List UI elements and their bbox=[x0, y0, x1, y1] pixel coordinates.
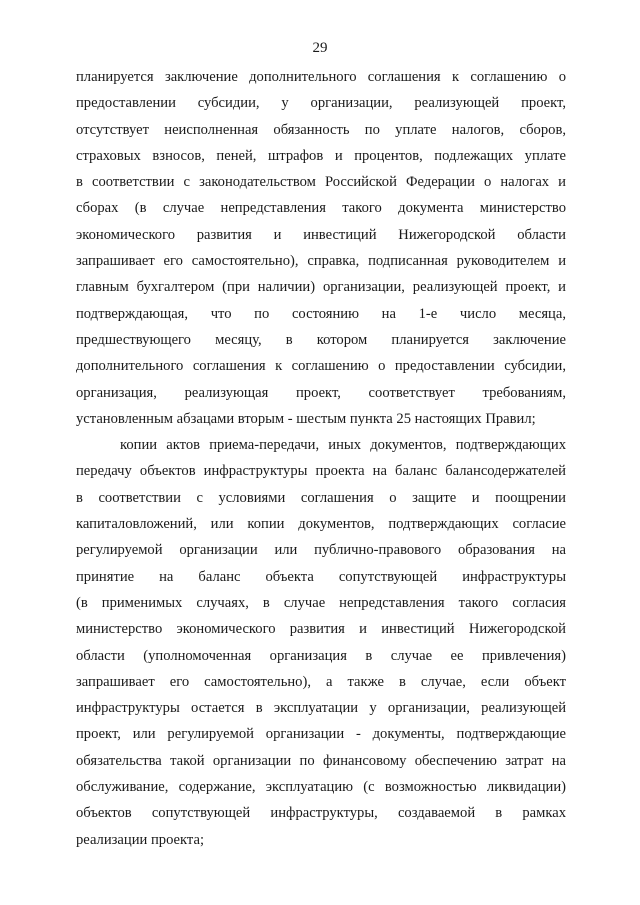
text-line: (в применимых случаях, в случае непредставления такого согласия bbox=[76, 594, 566, 611]
text-line: запрашивает его самостоятельно), справка, подписанная руководителем и bbox=[76, 253, 566, 270]
text-line: инфраструктуры остается в эксплуатации у организации, реализующей bbox=[76, 700, 566, 717]
text-line: предоставлении субсидии, у организации, реализующей проект, bbox=[76, 95, 566, 112]
text-line: экономического развития и инвестиций Нижегородской области bbox=[76, 226, 566, 243]
text-line: капиталовложений, или копии документов, подтверждающих согласие bbox=[76, 516, 566, 533]
text-line: страховых взносов, пеней, штрафов и процентов, подлежащих уплате bbox=[76, 147, 566, 164]
text-line: главным бухгалтером (при наличии) организации, реализующей проект, и bbox=[76, 279, 566, 296]
text-line: организация, реализующая проект, соответствует требованиям, bbox=[76, 384, 566, 401]
text-line: реализации проекта; bbox=[76, 831, 205, 848]
text-line: копии актов приема-передачи, иных документов, подтверждающих bbox=[120, 437, 566, 454]
text-line: в соответствии с законодательством Российской Федерации о налогах и bbox=[76, 174, 566, 191]
text-line: дополнительного соглашения к соглашению о предоставлении субсидии, bbox=[76, 358, 566, 375]
text-line: запрашивает его самостоятельно), а также в случае, если объект bbox=[76, 673, 566, 690]
text-line: установленным абзацами вторым - шестым пункта 25 настоящих Правил; bbox=[76, 410, 536, 427]
document-body bbox=[76, 64, 566, 853]
text-line: планируется заключение дополнительного соглашения к соглашению о bbox=[76, 69, 566, 85]
text-line: отсутствует неисполненная обязанность по уплате налогов, сборов, bbox=[76, 121, 566, 138]
text-line: сборах (в случае непредставления такого документа министерство bbox=[76, 200, 566, 217]
text-line: области (уполномоченная организация в случае ее привлечения) bbox=[76, 647, 566, 664]
text-line: объектов сопутствующей инфраструктуры, создаваемой в рамках bbox=[76, 805, 566, 822]
text-line: подтверждающая, что по состоянию на 1-е число месяца, bbox=[76, 305, 566, 322]
text-line: принятие на баланс объекта сопутствующей инфраструктуры bbox=[76, 568, 566, 585]
text-line: проект, или регулируемой организации - документы, подтверждающие bbox=[76, 726, 566, 743]
text-line: министерство экономического развития и инвестиций Нижегородской bbox=[76, 621, 566, 638]
text-line: предшествующего месяцу, в котором планируется заключение bbox=[76, 331, 566, 348]
page-number: 29 bbox=[312, 40, 328, 56]
text-line: обслуживание, содержание, эксплуатацию (с возможностью ликвидации) bbox=[76, 779, 566, 796]
text-line: передачу объектов инфраструктуры проекта на баланс балансодержателей bbox=[76, 463, 566, 480]
text-line: регулируемой организации или публично-правового образования на bbox=[76, 542, 566, 559]
text-line: в соответствии с условиями соглашения о защите и поощрении bbox=[76, 489, 566, 506]
text-line: обязательства такой организации по финансовому обеспечению затрат на bbox=[76, 752, 566, 769]
